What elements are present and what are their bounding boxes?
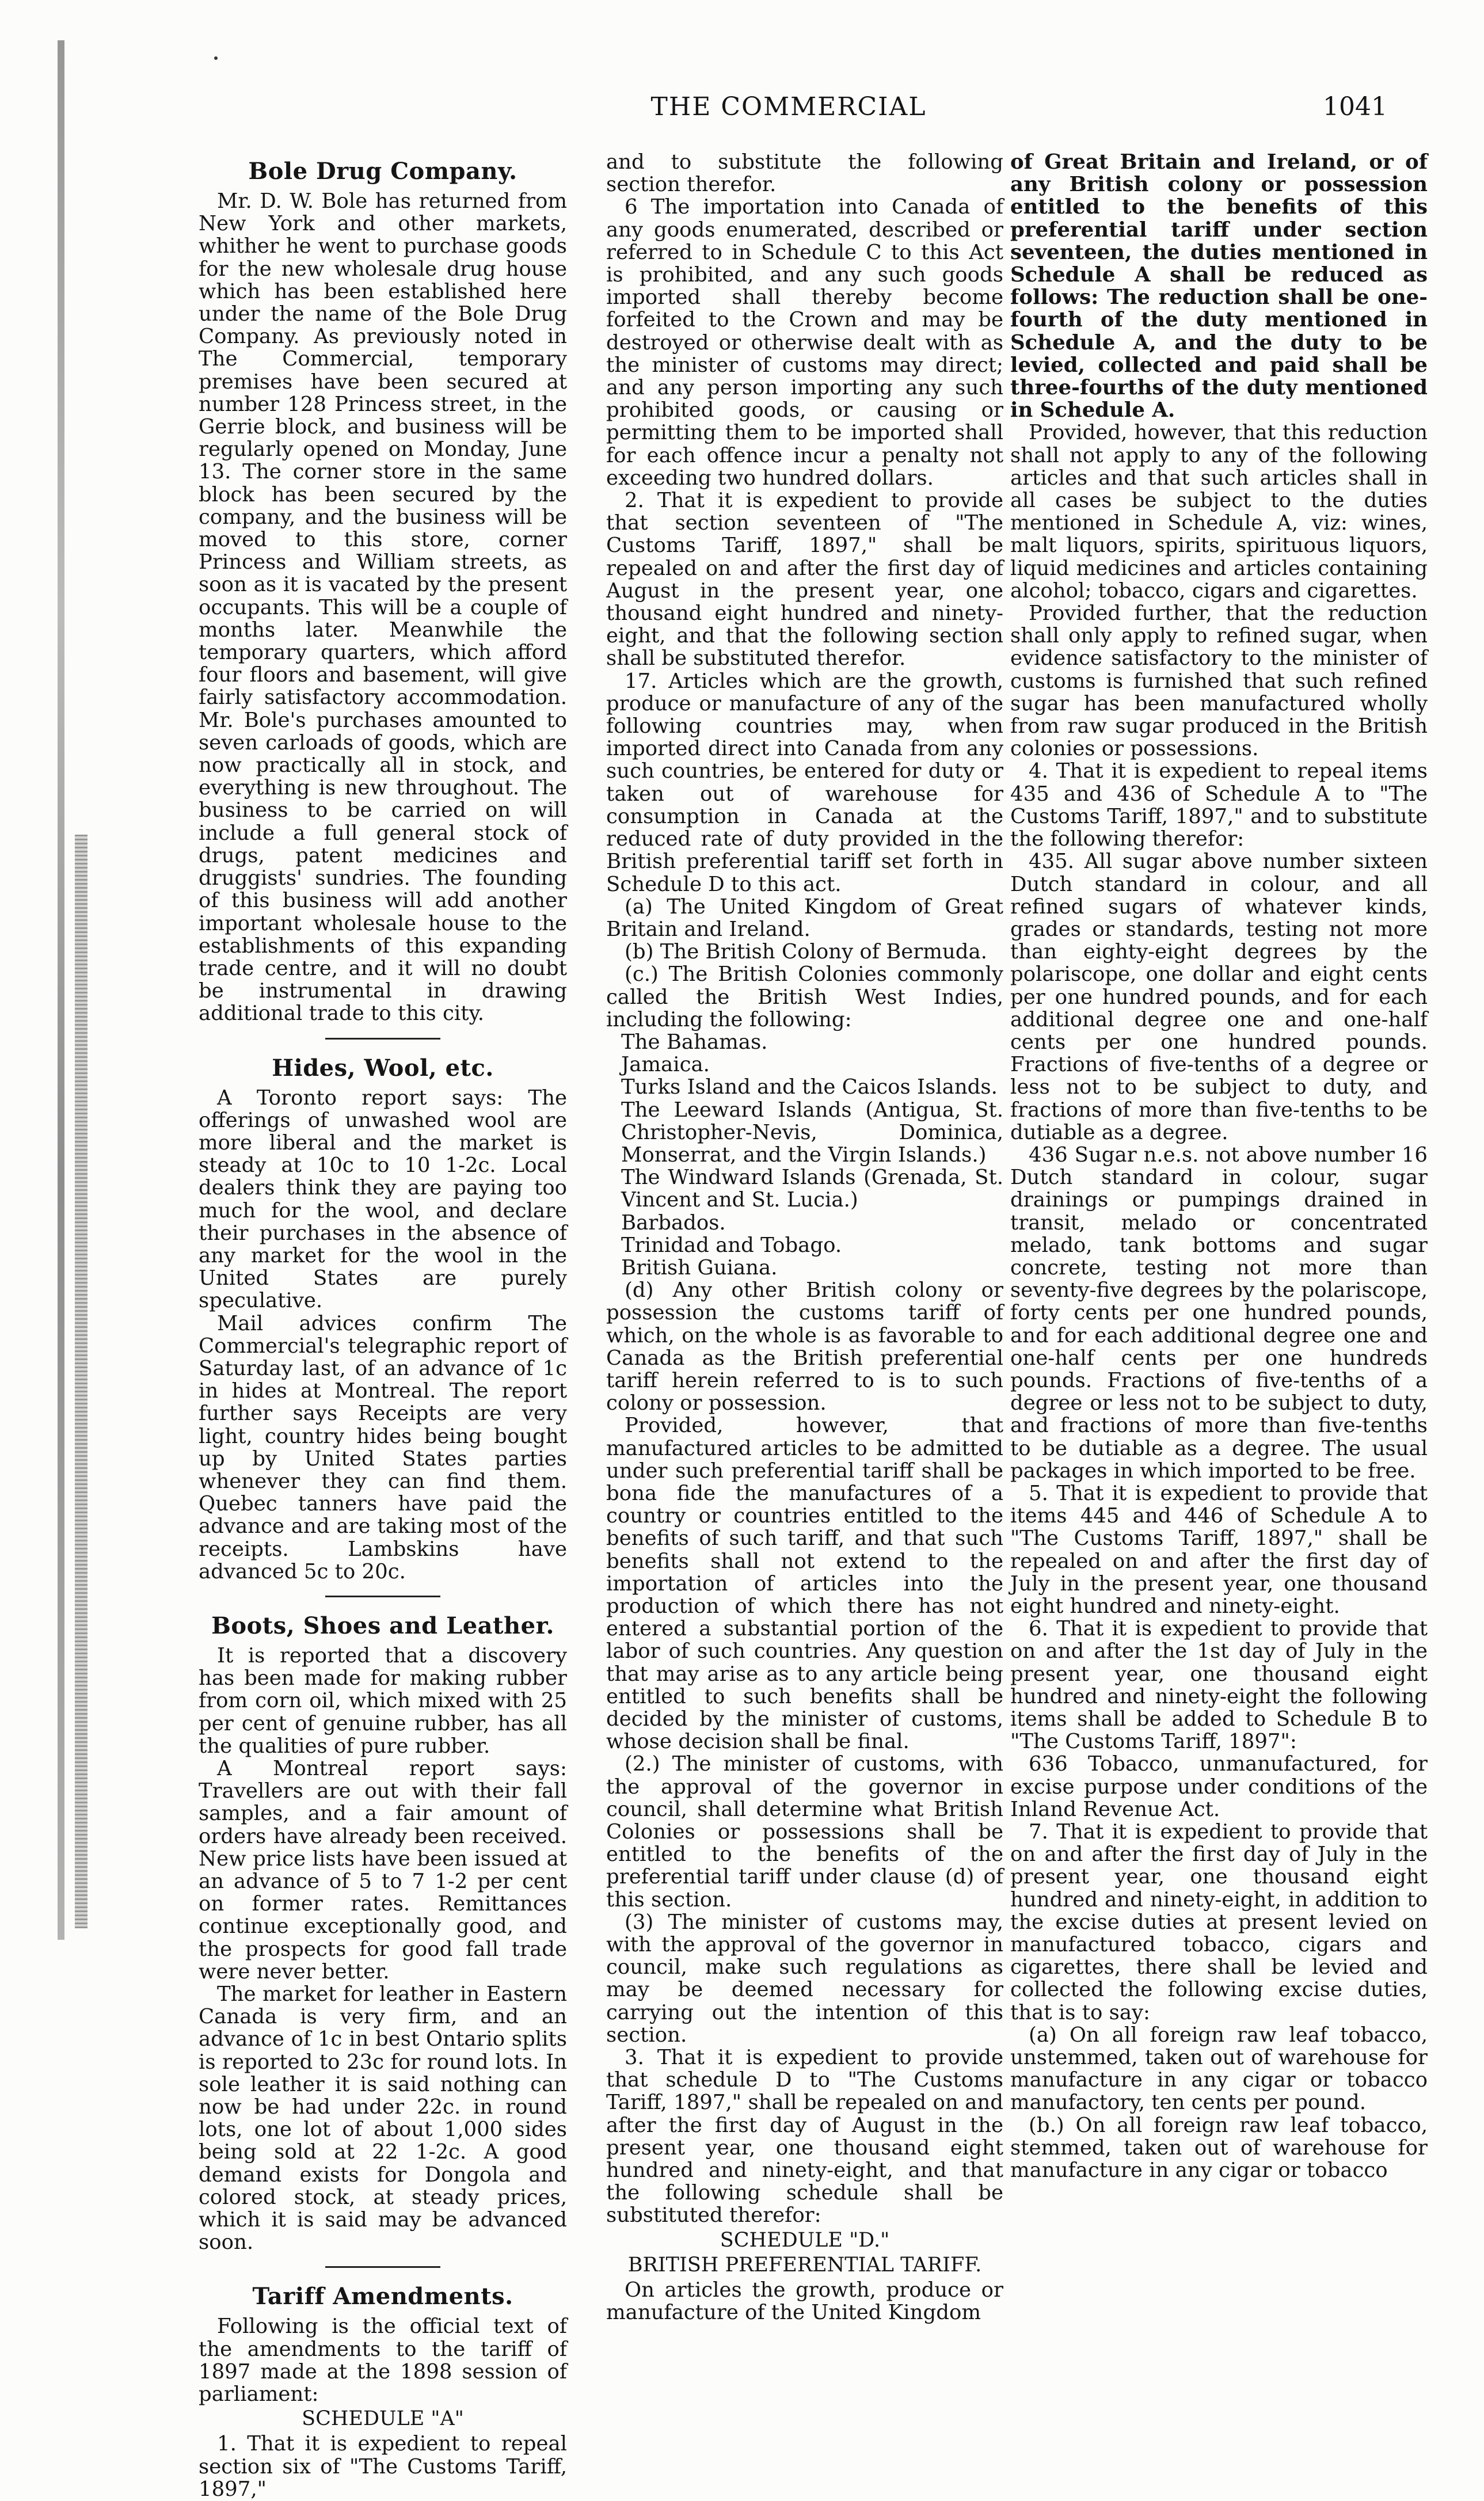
list-item: Turks Island and the Caicos Islands. [621, 1075, 998, 1099]
list-item: British Guiana. [621, 1255, 778, 1280]
paragraph: 6 The importation into Canada of any goods enumerated, described or referred to in Schedule C to this Act is prohibited, and any such goods imported shall thereby become forfeited to the Crown and may be destroyed or otherwise dealt with as the minister of customs may direct; and any person importing any such prohibited goods, or causing or permitting them to be imported shall for each offence incur a penalty not exceeding two hundred dollars. [606, 195, 1003, 490]
paragraph: On articles the growth, produce or manufacture of the United Kingdom [606, 2278, 1003, 2325]
binding-edge [75, 835, 87, 1928]
clause: (c.) The British Colonies commonly called the British West Indies, including the following: [606, 962, 1003, 1031]
paragraph: 4. That it is expedient to repeal items 435 and 436 of Schedule A to "The Customs Tariff, 1897," and to substitute the following therefor: [1010, 759, 1428, 851]
list-item: Trinidad and Tobago. [621, 1233, 842, 1257]
paragraph: 2. That it is expedient to provide that section seventeen of "The Customs Tariff, 1897," shall be repealed on and after the first day of August in the present year, one thousand eight hundred and ninety-eight, and that the following section shall be substituted therefor. [606, 489, 1003, 671]
schedule-heading: SCHEDULE "A" [302, 2407, 464, 2431]
article-title-boots: Boots, Shoes and Leather. [211, 1612, 554, 1639]
paragraph: A Montreal report says: Travellers are out with their fall samples, and a fair amount of orders have already been received. New price lists have been issued at an advance of 5 to 7 1-2 per cent on former rates. Remittances continue exceptionally good, and the prospects for good fall trade were never better. [199, 1757, 567, 1984]
ink-speck [214, 56, 218, 60]
list-item: Jamaica. [621, 1053, 710, 1077]
section-divider [325, 1038, 440, 1040]
article-title-tariff: Tariff Amendments. [252, 2283, 513, 2310]
article-title-bole: Bole Drug Company. [248, 158, 518, 185]
tariff-item: 636 Tobacco, unmanufactured, for excise purpose under conditions of the Inland Revenue Act. [1010, 1752, 1428, 1821]
schedule-subheading: BRITISH PREFERENTIAL TARIFF. [627, 2253, 982, 2277]
paragraph: Mail advices confirm The Commercial's telegraphic report of Saturday last, of an advance of 1c in hides at Montreal. The report further says Receipts are very light, country hides being bought up by United States parties whenever they can find them. Quebec tanners have paid the advance and are taking most of the receipts. Lambskins have advanced 5c to 20c. [199, 1311, 567, 1583]
column-3 [1010, 151, 1428, 2182]
paragraph: 6. That it is expedient to provide that on and after the 1st day of July in the present year, one thousand eight hundred and ninety-eight the following items shall be added to Schedule B to "The Customs Tariff, 1897": [1010, 1617, 1428, 1754]
paragraph: (2.) The minister of customs, with the approval of the governor in council, shall determine what British Colonies or possessions shall be entitled to the benefits of the preferential tariff under clause (d) of this section. [606, 1752, 1003, 1912]
paragraph: and to substitute the following section therefor. [606, 150, 1003, 197]
column-2 [606, 151, 1003, 2324]
paragraph: Mr. D. W. Bole has returned from New York and other markets, whither he went to purchase goods for the new wholesale drug house which has been established here under the name of the Bole Drug Company. As previously noted in The Commercial, temporary premises have been secured at number 128 Princess street, in the Gerrie block, and business will be regularly opened on Monday, June 13. The corner store in the same block has been secured by the company, and the business will be moved to this store, corner Princess and William streets, as soon as it is vacated by the present occupants. This will be a couple of months later. Meanwhile the temporary quarters, which afford four floors and basement, will give fairly satisfactory accommodation. Mr. Bole's purchases amounted to seven carloads of goods, which are now practically all in stock, and everything is new throughout. The business to be carried on will include a full general stock of drugs, patent medicines and druggists' sundries. The founding of this business will add another important wholesale house to the establishments of this expanding trade centre, and it will no doubt be instrumental in drawing additional trade to this city. [199, 189, 567, 1026]
paragraph: 5. That it is expedient to provide that items 445 and 446 of Schedule A to "The Customs Tariff, 1897," shall be repealed on and after the first day of July in the present year, one thousand eight hundred and ninety-eight. [1010, 1481, 1428, 1618]
paragraph: It is reported that a discovery has been made for making rubber from corn oil, which mixed with 25 per cent of genuine rubber, has all the qualities of pure rubber. [199, 1643, 567, 1758]
publication-title: THE COMMERCIAL [650, 92, 927, 121]
clause: (a) The United Kingdom of Great Britain and Ireland. [606, 894, 1003, 941]
list-item: The Leeward Islands (Antigua, St. Christopher-Nevis, Dominica, Monserrat, and the Virgin Islands.) [621, 1098, 1003, 1167]
paragraph: Following is the official text of the amendments to the tariff of 1897 made at the 1898 session of parliament: [199, 2315, 567, 2407]
binding-gutter [0, 0, 115, 1947]
paragraph: Provided further, that the reduction shall only apply to refined sugar, when evidence satisfactory to the minister of customs is furnished that such refined sugar has been manufactured wholly from raw sugar produced in the British colonies or possessions. [1010, 602, 1428, 761]
paragraph: A Toronto report says: The offerings of unwashed wool are more liberal and the market is steady at 10c to 10 1-2c. Local dealers think they are paying too much for the wool, and declare their purchases in the absence of any market for the wool in the United States are purely speculative. [199, 1086, 567, 1313]
paragraph: 17. Articles which are the growth, produce or manufacture of any of the following countries may, when imported direct into Canada from any such countries, be entered for duty or taken out of warehouse for consumption in Canada at the reduced rate of duty provided in the British preferential tariff set forth in Schedule D to this act. [606, 669, 1003, 896]
section-divider [325, 2266, 440, 2268]
paragraph: (3) The minister of customs may, with the approval of the governor in council, make such regulations as may be deemed necessary for carrying out the intention of this section. [606, 1910, 1003, 2047]
paragraph: Provided, however, that this reduction shall not apply to any of the following articles and that such articles shall in all cases be subject to the duties mentioned in Schedule A, viz: wines, malt liquors, spirits, spirituous liquors, liquid medicines and articles containing alcohol; tobacco, cigars and cigarettes. [1010, 421, 1428, 603]
binding-shadow [58, 40, 64, 1940]
paragraph: The market for leather in Eastern Canada is very firm, and an advance of 1c in best Ontario splits is reported to 23c for round lots. In sole leather it is said nothing can now be had under 22c. in round lots, one lot of about 1,000 sides being sold at 22 1-2c. A good demand exists for Dongola and colored stock, at steady prices, which it is said may be advanced soon. [199, 1982, 567, 2255]
list-item: The Bahamas. [621, 1030, 768, 1054]
tariff-item: 436 Sugar n.e.s. not above number 16 Dutch standard in colour, sugar drainings or pumpings drained in transit, melado or concentrated melado, tank bottoms and sugar concrete, testing not more than seventy-five degrees by the polariscope, forty cents per one hundred pounds, and for each additional degree one and one-half cents per one hundreds pounds. Fractions of five-tenths of a degree or less not to be subject to duty, and fractions of more than five-tenths to be dutiable as a degree. The usual packages in which imported to be free. [1010, 1143, 1428, 1483]
list-item: The Windward Islands (Grenada, St. Vincent and St. Lucia.) [621, 1166, 1003, 1212]
clause: (a) On all foreign raw leaf tobacco, unstemmed, taken out of warehouse for manufacture in any cigar or tobacco manufactory, ten cents per pound. [1010, 2023, 1428, 2115]
paragraph: 1. That it is expedient to repeal section six of "The Customs Tariff, 1897," [199, 2432, 567, 2501]
paragraph: of Great Britain and Ireland, or of any British colony or possession entitled to the benefits of this preferential tariff under section seventeen, the duties mentioned in Schedule A shall be reduced as follows: The reduction shall be one-fourth of the duty mentioned in Schedule A, and the duty to be levied, collected and paid shall be three-fourths of the duty mentioned in Schedule A. [1010, 150, 1428, 422]
page-header [190, 92, 1387, 127]
clause: (b.) On all foreign raw leaf tobacco, stemmed, taken out of warehouse for manufacture in any cigar or tobacco [1010, 2113, 1428, 2183]
paragraph: 3. That it is expedient to provide that schedule D to "The Customs Tariff, 1897," shall be repealed on and after the first day of August in the present year, one thousand eight hundred and ninety-eight, and that the following schedule shall be substituted therefor: [606, 2046, 1003, 2228]
article-title-hides: Hides, Wool, etc. [272, 1054, 494, 1082]
clause: (b) The British Colony of Bermuda. [625, 940, 987, 964]
paragraph: Provided, however, that manufactured articles to be admitted under such preferential tariff shall be bona fide the manufactures of a country or countries entitled to the benefits of such tariff, and that such benefits shall not extend to the importation of articles into the production of which there has not entered a substantial portion of the labor of such countries. Any question that may arise as to any article being entitled to such benefits shall be decided by the minister of customs, whose decision shall be final. [606, 1414, 1003, 1754]
clause: (d) Any other British colony or possession the customs tariff of which, on the whole is as favorable to Canada as the British preferential tariff herein referred to is to such colony or possession. [606, 1278, 1003, 1415]
paragraph: 7. That it is expedient to provide that on and after the first day of July in the present year, one thousand eight hundred and ninety-eight, in addition to the excise duties at present levied on manufactured tobacco, cigars and cigarettes, there shall be levied and collected the following excise duties, that is to say: [1010, 1820, 1428, 2024]
section-divider [325, 1596, 440, 1597]
tariff-item: 435. All sugar above number sixteen Dutch standard in colour, and all refined sugars of whatever kinds, grades or standards, testing not more than eighty-eight degrees by the polariscope, one dollar and eight cents per one hundred pounds, and for each additional degree one and one-half cents per one hundred pounds. Fractions of five-tenths of a degree or less not to be subject to duty, and fractions of more than five-tenths to be dutiable as a degree. [1010, 850, 1428, 1144]
page-number: 1041 [1323, 92, 1387, 121]
column-1 [199, 151, 567, 2500]
schedule-heading: SCHEDULE "D." [720, 2228, 890, 2252]
list-item: Barbados. [621, 1210, 726, 1235]
